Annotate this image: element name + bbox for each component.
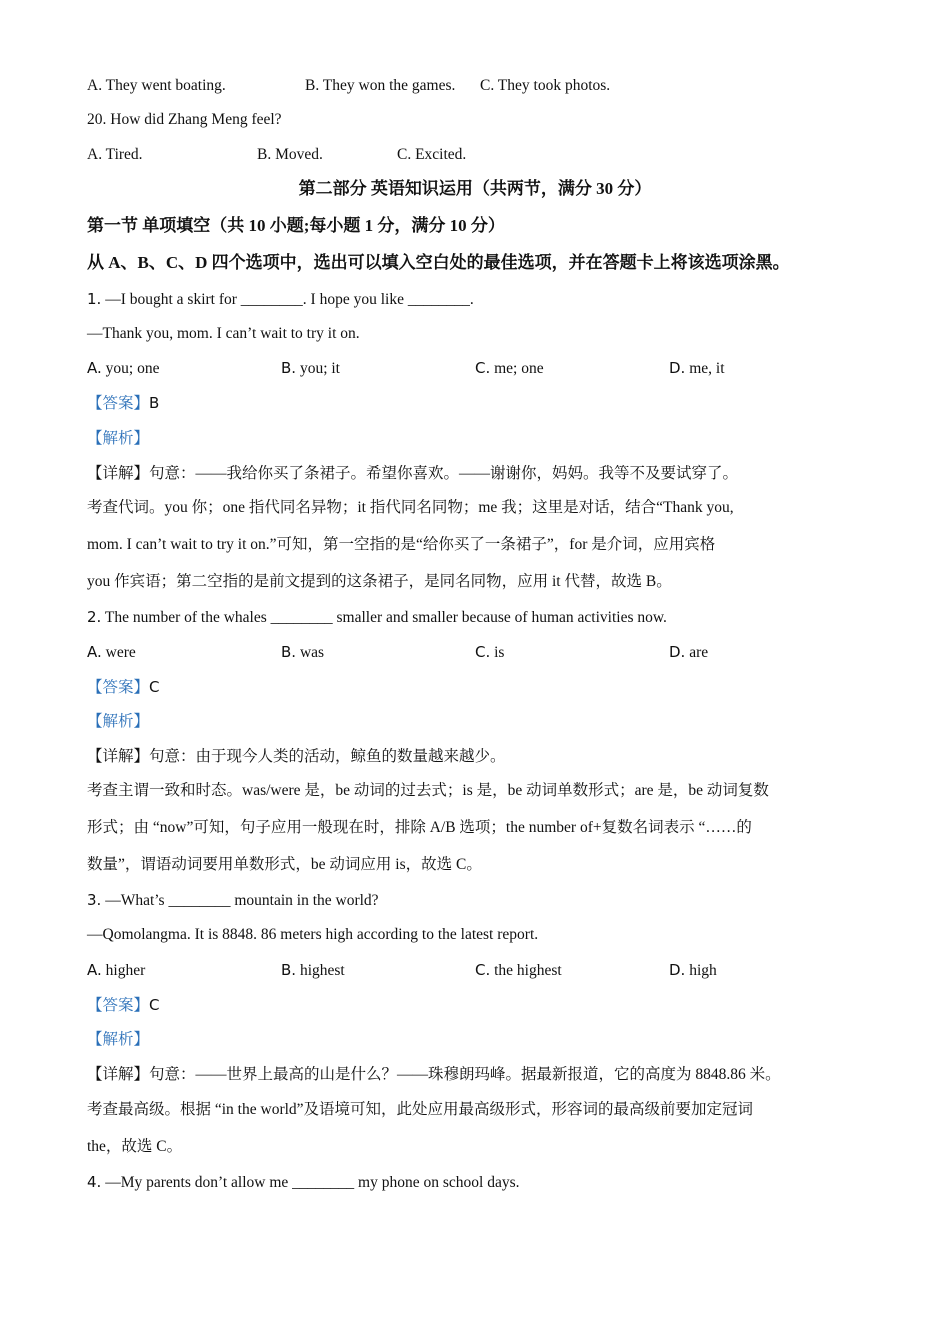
q1-stem-text: —I bought a skirt for ________. I hope you like ________. [105,291,474,308]
q3-option-a: A. higher [87,961,146,979]
q1-explain-line: 考查代词。you 你；one 指代同名异物；it 指代同名同物；me 我；这里是对话，结合“Thank you, [87,499,734,516]
q3-analysis-label: 【解析】 [87,1031,150,1048]
q2-explain-line: 数量”，谓语动词要用单数形式，be 动词应用 is，故选 C。 [87,856,482,873]
q2-analysis-label: 【解析】 [87,713,150,730]
q3-option-b: B. highest [281,961,345,979]
q2-option-a: A. were [87,643,136,661]
section1-title: 第一节 单项填空（共 10 小题;每小题 1 分，满分 10 分） [87,216,505,235]
q1-stem2: —Thank you, mom. I can’t wait to try it on. [87,325,360,342]
q2-option-b: B. was [281,643,325,661]
q20-option-c: C. Excited. [397,146,467,163]
q19-option-c: C. They took photos. [480,77,611,94]
q20-option-b: B. Moved. [257,146,323,163]
q2-option-c: C. is [475,643,505,661]
q4-stem: 4. —My parents don’t allow me ________ my phone on school days. [87,1173,520,1191]
q3-stem2: —Qomolangma. It is 8848. 86 meters high according to the latest report. [87,926,539,943]
q3-detail: 【详解】句意：——世界上最高的山是什么？——珠穆朗玛峰。据最新报道，它的高度为 8848.86 米。 [87,1066,781,1083]
q2-answer: 【答案】C [87,678,160,696]
q1-number: 1. [87,290,102,308]
q1-detail: 【详解】句意：——我给你买了条裙子。希望你喜欢。——谢谢你，妈妈。我等不及要试穿了。 [87,465,739,482]
q1-option-a: A. you; one [87,359,160,377]
q2-explain-line: 考查主谓一致和时态。was/were 是，be 动词的过去式；is 是，be 动词单数形式；are 是，be 动词复数 [87,782,769,799]
q1-option-b: B. you; it [281,359,340,377]
q3-explain-line: 考查最高级。根据 “in the world”及语境可知，此处应用最高级形式，形容词的最高级前要加定冠词 [87,1101,754,1118]
q1-option-d: D. me, it [669,359,725,377]
q1-option-c: C. me; one [475,359,544,377]
q3-option-c: C. the highest [475,961,562,979]
q1-answer: 【答案】B [87,394,160,412]
q1-stem [87,289,474,310]
part2-title: 第二部分 英语知识运用（共两节，满分 30 分） [298,179,652,198]
q3-option-d: D. high [669,961,717,979]
q20-option-a: A. Tired. [87,146,143,163]
q2-detail: 【详解】句意：由于现今人类的活动，鲸鱼的数量越来越少。 [87,748,506,765]
q2-explain-line: 形式；由 “now”可知，句子应用一般现在时，排除 A/B 选项；the number of+复数名词表示 “……的 [87,819,752,836]
q3-explain-line: the，故选 C。 [87,1138,183,1155]
q3-answer: 【答案】C [87,996,160,1014]
q2-option-d: D. are [669,643,709,661]
instructions: 从 A、B、C、D 四个选项中，选出可以填入空白处的最佳选项，并在答题卡上将该选项涂黑。 [87,253,790,272]
q1-explain-line: you 作宾语；第二空指的是前文提到的这条裙子，是同名同物，应用 it 代替，故选 B。 [87,573,672,590]
q1-explain-line: mom. I can’t wait to try it on.”可知，第一空指的是“给你买了一条裙子”，for 是介词，应用宾格 [87,536,716,553]
q19-option-a: A. They went boating. [87,77,226,94]
q20-question: 20. How did Zhang Meng feel? [87,111,282,128]
q19-option-b: B. They won the games. [305,77,456,94]
q1-analysis-label: 【解析】 [87,430,150,447]
q3-stem: 3. —What’s ________ mountain in the world? [87,891,379,909]
q2-stem: 2. The number of the whales ________ smaller and smaller because of human activities now. [87,608,667,626]
